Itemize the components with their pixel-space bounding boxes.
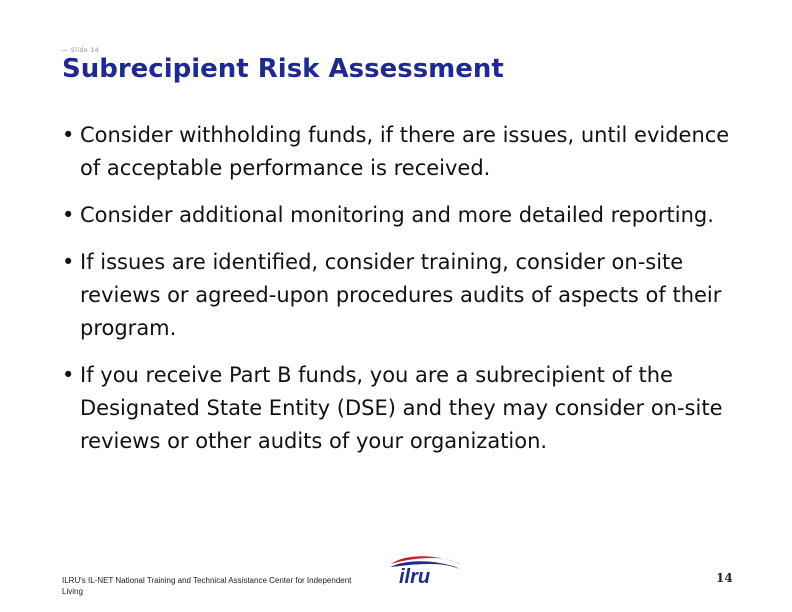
slide-kicker: — Slide 14 (62, 47, 100, 54)
bullet-marker: • (62, 250, 75, 274)
bullet-item (62, 246, 752, 345)
bullet-marker: • (62, 123, 75, 147)
bullet-marker: • (62, 203, 75, 227)
bullet-item (62, 119, 752, 185)
bullet-marker: • (62, 363, 75, 387)
bullet-text: Consider additional monitoring and more detailed reporting. (80, 203, 714, 227)
bullet-item (62, 199, 752, 232)
logo-wordmark: ilru (399, 566, 431, 587)
footer-text: ILRU's IL-NET National Training and Technical Assistance Center for Independent Living (62, 576, 352, 596)
bullet-text: If issues are identified, consider training, consider on-site reviews or agreed-upon procedures audits of aspects of their program. (80, 250, 722, 340)
bullet-text: Consider withholding funds, if there are issues, until evidence of acceptable performance is received. (80, 123, 730, 180)
ilru-logo (383, 553, 463, 587)
page-number: 14 (716, 571, 733, 585)
bullet-list (62, 119, 752, 458)
bullet-item (62, 359, 752, 458)
slide-title: Subrecipient Risk Assessment (62, 54, 504, 84)
bullet-text: If you receive Part B funds, you are a subrecipient of the Designated State Entity (DSE) and they may consider on-site reviews or other audits of your organization. (80, 363, 723, 453)
